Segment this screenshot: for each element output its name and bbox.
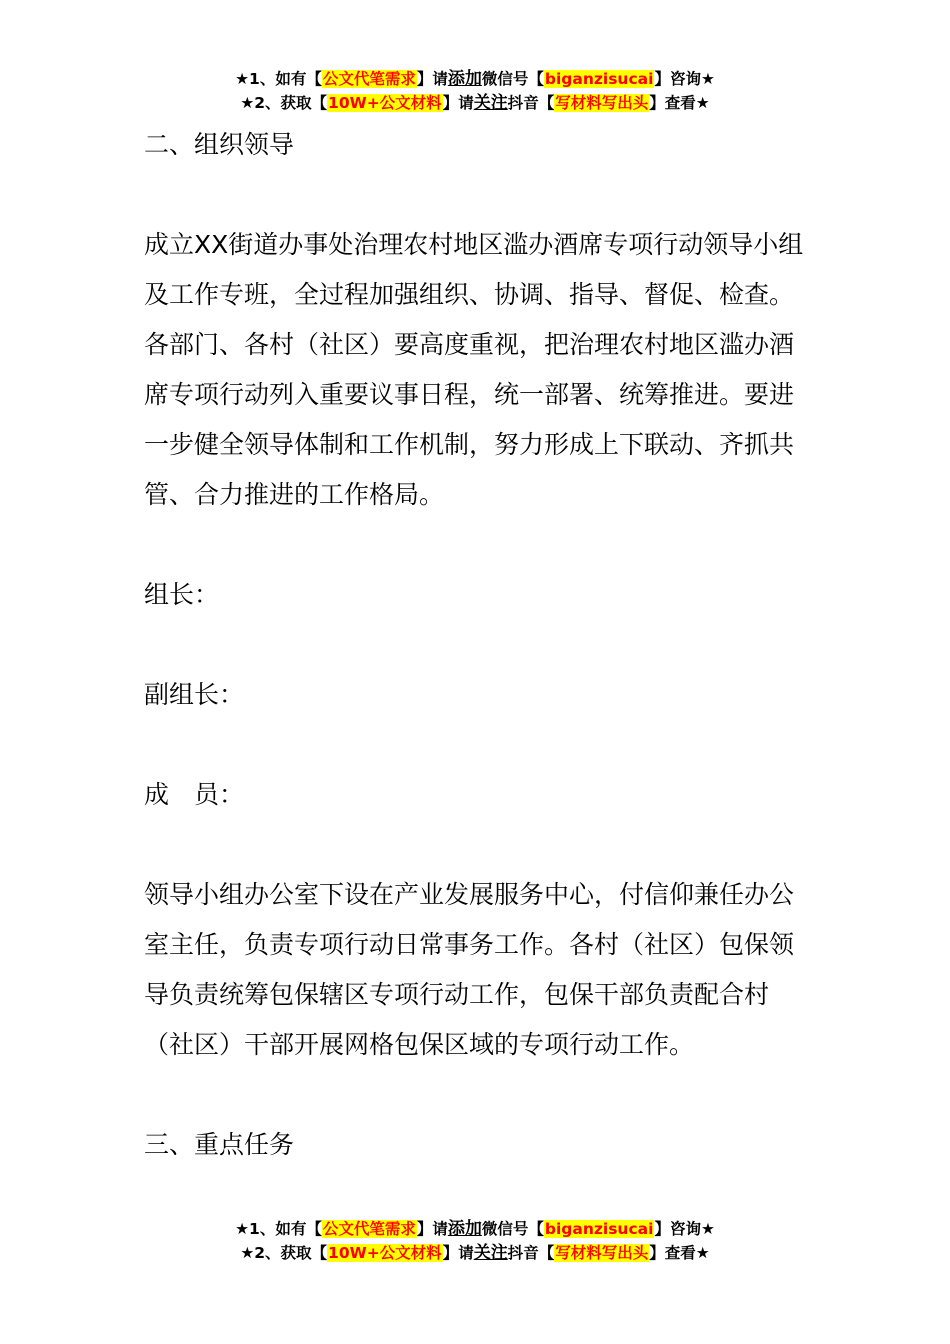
banner-highlight: 10W+公文材料 <box>328 94 442 112</box>
banner-emphasis: 关注 <box>473 93 508 113</box>
banner-emphasis: 关注 <box>473 1243 508 1263</box>
banner-text: ★2、获取【 <box>240 1244 328 1262</box>
banner-highlight: 写材料写出头 <box>555 94 649 112</box>
banner-highlight: 公文代笔需求 <box>322 1220 416 1238</box>
footer-banner <box>0 1217 950 1265</box>
header-banner <box>0 67 950 115</box>
banner-text: 】查看★ <box>649 94 710 112</box>
banner-text: 】请 <box>416 1220 448 1238</box>
banner-highlight: 公文代笔需求 <box>322 70 416 88</box>
paragraph-organization: 成立XX街道办事处治理农村地区滥办酒席专项行动领导小组及工作专班，全过程加强组织、协调、指导、督促、检查。各部门、各村（社区）要高度重视，把治理农村地区滥办酒席专项行动列入重要议事日程，统一部署、统筹推进。要进一步健全领导体制和工作机制，努力形成上下联动、齐抓共管、合力推进的工作格局。 <box>144 230 804 509</box>
member-label: 成 员： <box>144 780 245 809</box>
banner-text: ★1、如有【 <box>235 70 322 88</box>
banner-text: 抖音【 <box>507 94 555 112</box>
banner-line-2 <box>0 1241 950 1265</box>
banner-text: 】请 <box>416 70 448 88</box>
banner-highlight: 写材料写出头 <box>555 1244 649 1262</box>
banner-line-1 <box>0 1217 950 1241</box>
banner-line-1 <box>0 67 950 91</box>
leader-label: 组长： <box>144 580 220 609</box>
banner-text: ★1、如有【 <box>235 1220 322 1238</box>
banner-text: ★2、获取【 <box>240 94 328 112</box>
document-body <box>144 120 814 1220</box>
banner-emphasis: 添加 <box>447 1219 482 1239</box>
banner-text: 】咨询★ <box>654 70 715 88</box>
section-heading-organization: 二、组织领导 <box>144 130 295 159</box>
banner-highlight: biganzisucai <box>544 70 654 88</box>
banner-emphasis: 添加 <box>447 69 482 89</box>
banner-highlight: biganzisucai <box>544 1220 654 1238</box>
banner-text: 微信号【 <box>481 70 544 88</box>
banner-text: 】请 <box>442 94 474 112</box>
paragraph-office: 领导小组办公室下设在产业发展服务中心，付信仰兼任办公室主任，负责专项行动日常事务工作。各村（社区）包保领导负责统筹包保辖区专项行动工作，包保干部负责配合村（社区）干部开展网格包保区域的专项行动工作。 <box>144 880 795 1059</box>
banner-text: 抖音【 <box>507 1244 555 1262</box>
banner-line-2 <box>0 91 950 115</box>
banner-text: 】咨询★ <box>654 1220 715 1238</box>
section-heading-tasks: 三、重点任务 <box>144 1130 295 1159</box>
banner-highlight: 10W+公文材料 <box>328 1244 442 1262</box>
banner-text: 】请 <box>442 1244 474 1262</box>
banner-text: 】查看★ <box>649 1244 710 1262</box>
deputy-leader-label: 副组长： <box>144 680 245 709</box>
banner-text: 微信号【 <box>481 1220 544 1238</box>
